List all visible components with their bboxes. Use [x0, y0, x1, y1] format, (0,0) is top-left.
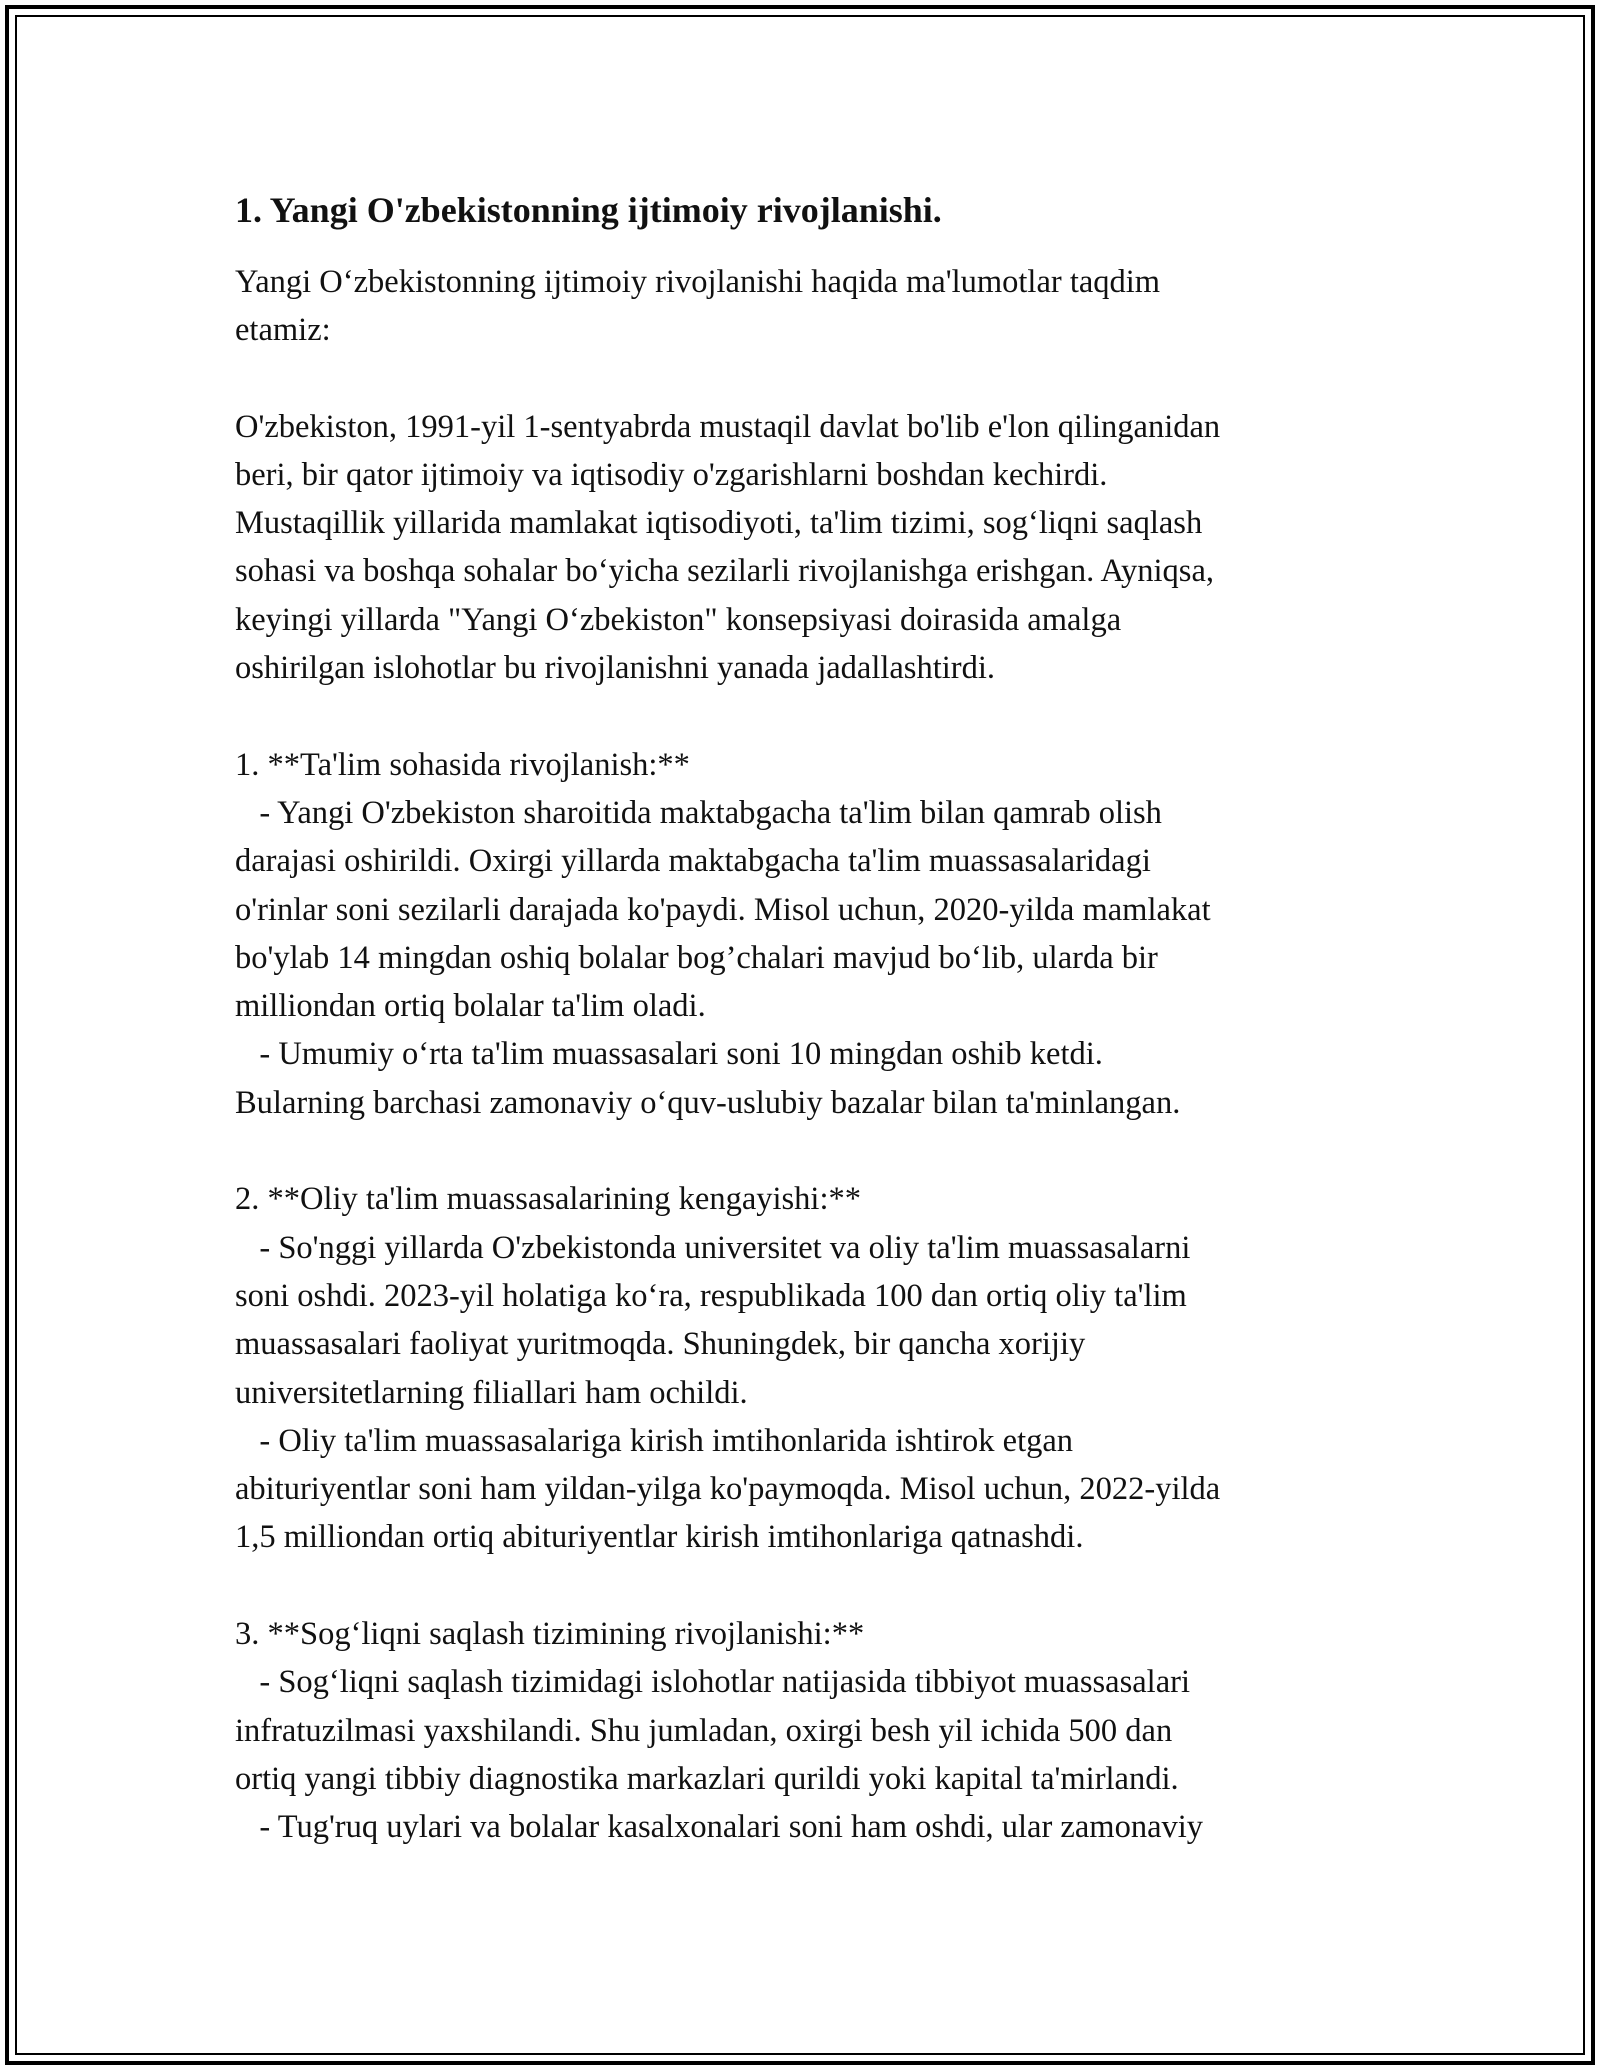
- section-line: abituriyentlar soni ham yildan-yilga ko'paymoqda. Misol uchun, 2022-yilda: [235, 1471, 1221, 1508]
- section-line: o'rinlar soni sezilarli darajada ko'paydi. Misol uchun, 2020-yilda mamlakat: [235, 891, 1211, 928]
- intro-paragraph: [235, 258, 1365, 355]
- section-line: - Sog‘liqni saqlash tizimidagi islohotlar natijasida tibbiyot muassasalari: [235, 1664, 1190, 1701]
- section-line: muassasalari faoliyat yuritmoqda. Shuningdek, bir qancha xorijiy: [235, 1326, 1086, 1363]
- section-line: Bularning barchasi zamonaviy o‘quv-uslubiy bazalar bilan ta'minlangan.: [235, 1084, 1181, 1121]
- section-line: 1,5 milliondan ortiq abituriyentlar kirish imtihonlariga qatnashdi.: [235, 1519, 1084, 1556]
- section-line: darajasi oshirildi. Oxirgi yillarda maktabgacha ta'lim muassasalaridagi: [235, 843, 1151, 880]
- section-line: soni oshdi. 2023-yil holatiga ko‘ra, respublikada 100 dan ortiq oliy ta'lim: [235, 1277, 1187, 1314]
- paragraph-line: sohasi va boshqa sohalar bo‘yicha sezilarli rivojlanishga erishgan. Ayniqsa,: [235, 553, 1214, 590]
- section-line: milliondan ortiq bolalar ta'lim oladi.: [235, 988, 706, 1025]
- section-line: - So'nggi yillarda O'zbekistonda universitet va oliy ta'lim muassasalarni: [235, 1229, 1191, 1266]
- section-line: - Yangi O'zbekiston sharoitida maktabgacha ta'lim bilan qamrab olish: [235, 794, 1162, 831]
- section-line: - Tug'ruq uylari va bolalar kasalxonalari soni ham oshdi, ular zamonaviy: [235, 1809, 1204, 1846]
- section-heading: 1. **Ta'lim sohasida rivojlanish:**: [235, 746, 690, 783]
- document-body: [235, 186, 1365, 1852]
- section-healthcare: [235, 1610, 1365, 1851]
- section-line: infratuzilmasi yaxshilandi. Shu jumladan, oxirgi besh yil ichida 500 dan: [235, 1712, 1173, 1749]
- paragraph-line: O'zbekiston, 1991-yil 1-sentyabrda mustaqil davlat bo'lib e'lon qilinganidan: [235, 408, 1221, 445]
- section-heading: 3. **Sog‘liqni saqlash tizimining rivojlanishi:**: [235, 1616, 865, 1653]
- section-higher-education: [235, 1175, 1365, 1561]
- paragraph-line: beri, bir qator ijtimoiy va iqtisodiy o'zgarishlarni boshdan kechirdi.: [235, 456, 1108, 493]
- section-line: universitetlarning filiallari ham ochildi.: [235, 1374, 748, 1411]
- paragraph-line: oshirilgan islohotlar bu rivojlanishni yanada jadallashtirdi.: [235, 650, 995, 687]
- blank-line: [235, 1127, 1365, 1175]
- intro-line: etamiz:: [235, 312, 331, 349]
- paragraph-line: keyingi yillarda "Yangi O‘zbekiston" konsepsiyasi doirasida amalga: [235, 601, 1122, 638]
- section-line: - Umumiy o‘rta ta'lim muassasalari soni 10 mingdan oshib ketdi.: [235, 1036, 1103, 1073]
- section-line: bo'ylab 14 mingdan oshiq bolalar bog’chalari mavjud bo‘lib, ularda bir: [235, 939, 1158, 976]
- blank-line: [235, 1562, 1365, 1610]
- section-line: ortiq yangi tibbiy diagnostika markazlari qurildi yoki kapital ta'mirlandi.: [235, 1760, 1179, 1797]
- paragraph-line: Mustaqillik yillarida mamlakat iqtisodiyoti, ta'lim tizimi, sog‘liqni saqlash: [235, 505, 1203, 542]
- section-line: - Oliy ta'lim muassasalariga kirish imtihonlarida ishtirok etgan: [235, 1422, 1074, 1459]
- section-heading: 2. **Oliy ta'lim muassasalarining kengayishi:**: [235, 1181, 861, 1218]
- section-education: [235, 741, 1365, 1127]
- intro-line: Yangi O‘zbekistonning ijtimoiy rivojlanishi haqida ma'lumotlar taqdim: [235, 264, 1161, 300]
- main-paragraph: [235, 403, 1365, 693]
- document-title: 1. Yangi O'zbekistonning ijtimoiy rivojlanishi.: [235, 190, 942, 230]
- blank-line: [235, 692, 1365, 740]
